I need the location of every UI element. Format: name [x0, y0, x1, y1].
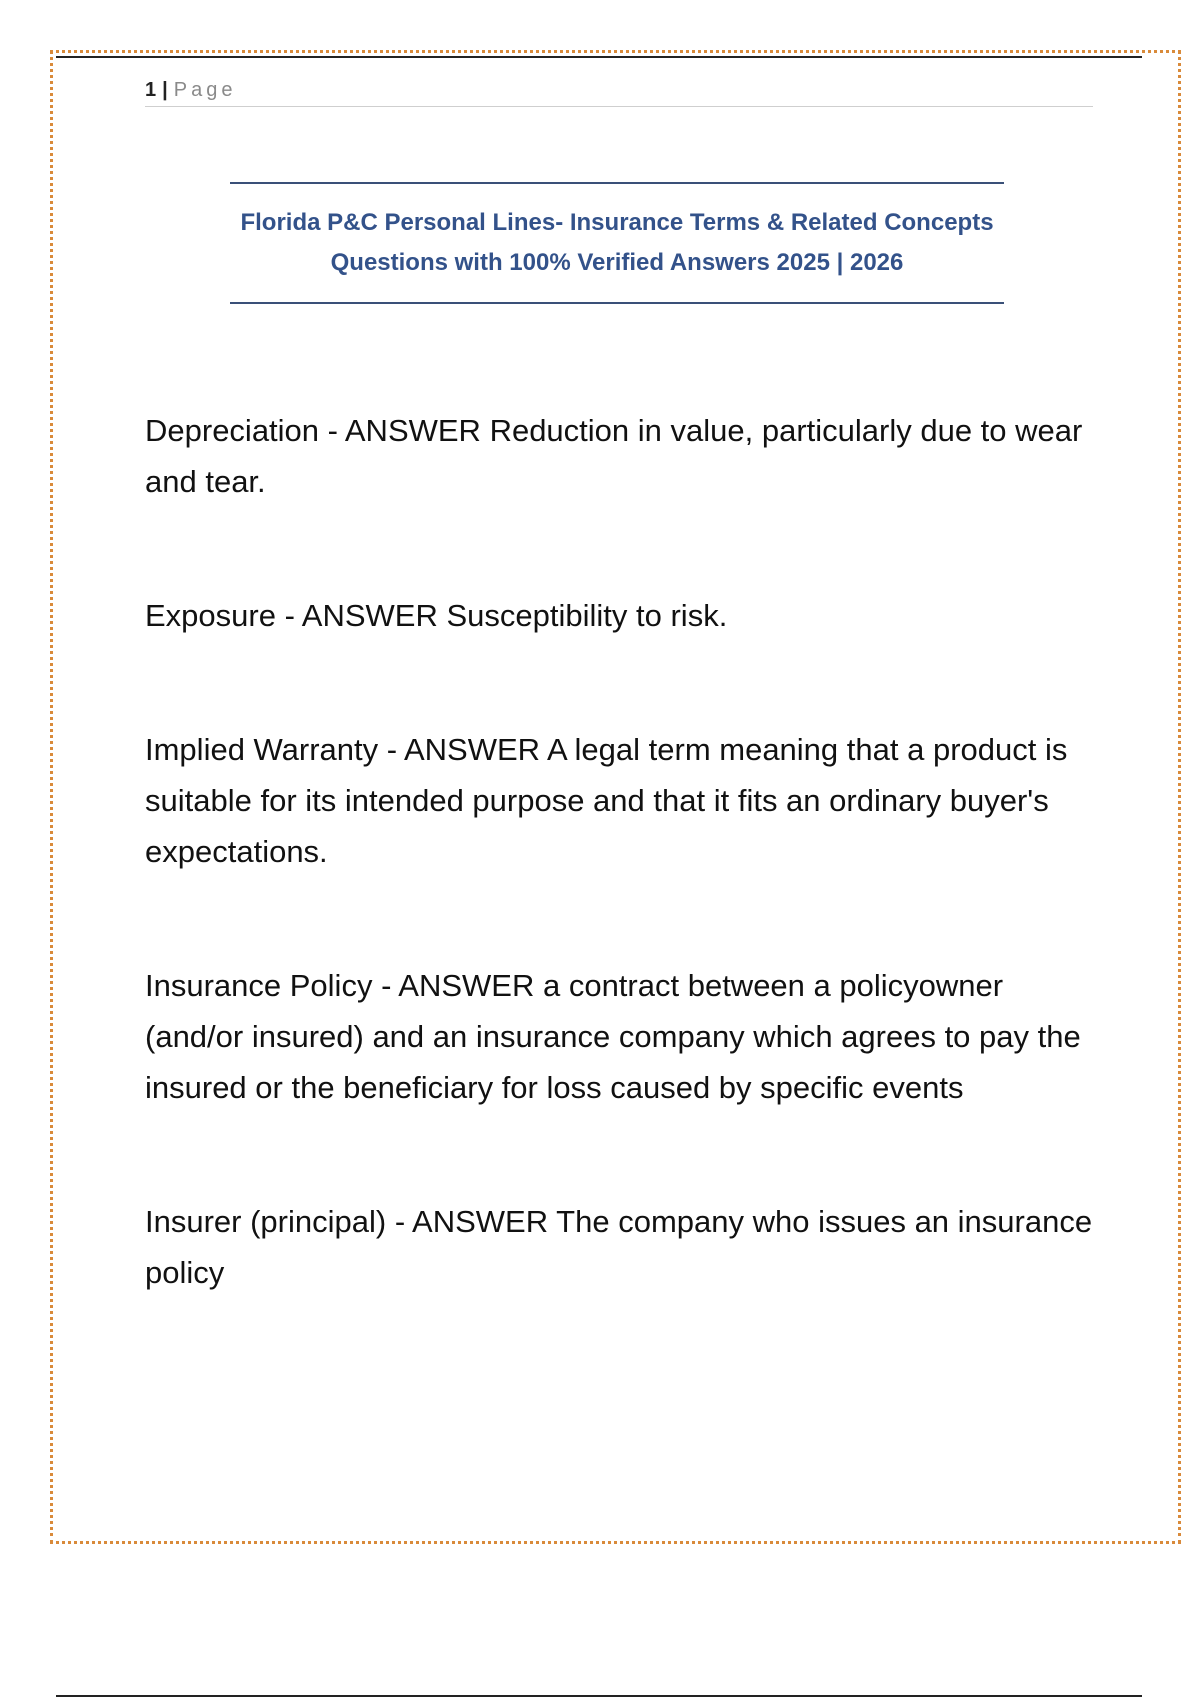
qa-item-insurance-policy	[145, 960, 1100, 1113]
qa-term: Insurance Policy	[145, 968, 373, 1003]
page-label: Page	[173, 78, 237, 101]
qa-answer-separator: - ANSWER	[275, 598, 447, 633]
page-number: 1	[145, 78, 157, 101]
document-title-line-2: Questions with 100% Verified Answers 2025 | 2026	[330, 249, 904, 276]
page-header	[145, 74, 1093, 107]
qa-answer: A legal term meaning that a product is suitable for its intended purpose and that it fits an ordinary buyer's expectations.	[145, 732, 1068, 869]
qa-term: Exposure	[145, 598, 276, 633]
qa-term: Insurer (principal)	[145, 1204, 387, 1239]
qa-item-implied-warranty	[145, 724, 1100, 877]
top-rule	[56, 56, 1142, 58]
document-title-line-1: Florida P&C Personal Lines- Insurance Terms & Related Concepts	[240, 209, 994, 236]
page-number-separator: |	[162, 78, 168, 101]
qa-answer: Reduction in value, particularly due to wear and tear.	[145, 413, 1083, 499]
qa-answer: Susceptibility to risk.	[446, 598, 728, 633]
qa-term: Depreciation	[145, 413, 320, 448]
qa-term: Implied Warranty	[145, 732, 379, 767]
qa-answer-separator: - ANSWER	[386, 1204, 557, 1239]
qa-item-exposure	[145, 590, 1100, 641]
bottom-rule	[56, 1695, 1142, 1697]
document-title-block	[230, 182, 1004, 304]
qa-item-insurer	[145, 1196, 1100, 1298]
qa-answer-separator: - ANSWER	[378, 732, 547, 767]
qa-answer-separator: - ANSWER	[372, 968, 543, 1003]
qa-list	[145, 405, 1100, 1381]
qa-answer: The company who issues an insurance policy	[145, 1204, 1093, 1290]
qa-answer-separator: - ANSWER	[319, 413, 490, 448]
qa-item-depreciation	[145, 405, 1100, 507]
qa-answer: a contract between a policyowner (and/or insured) and an insurance company which agrees to pay the insured or the beneficiary for loss caused by specific events	[145, 968, 1081, 1105]
